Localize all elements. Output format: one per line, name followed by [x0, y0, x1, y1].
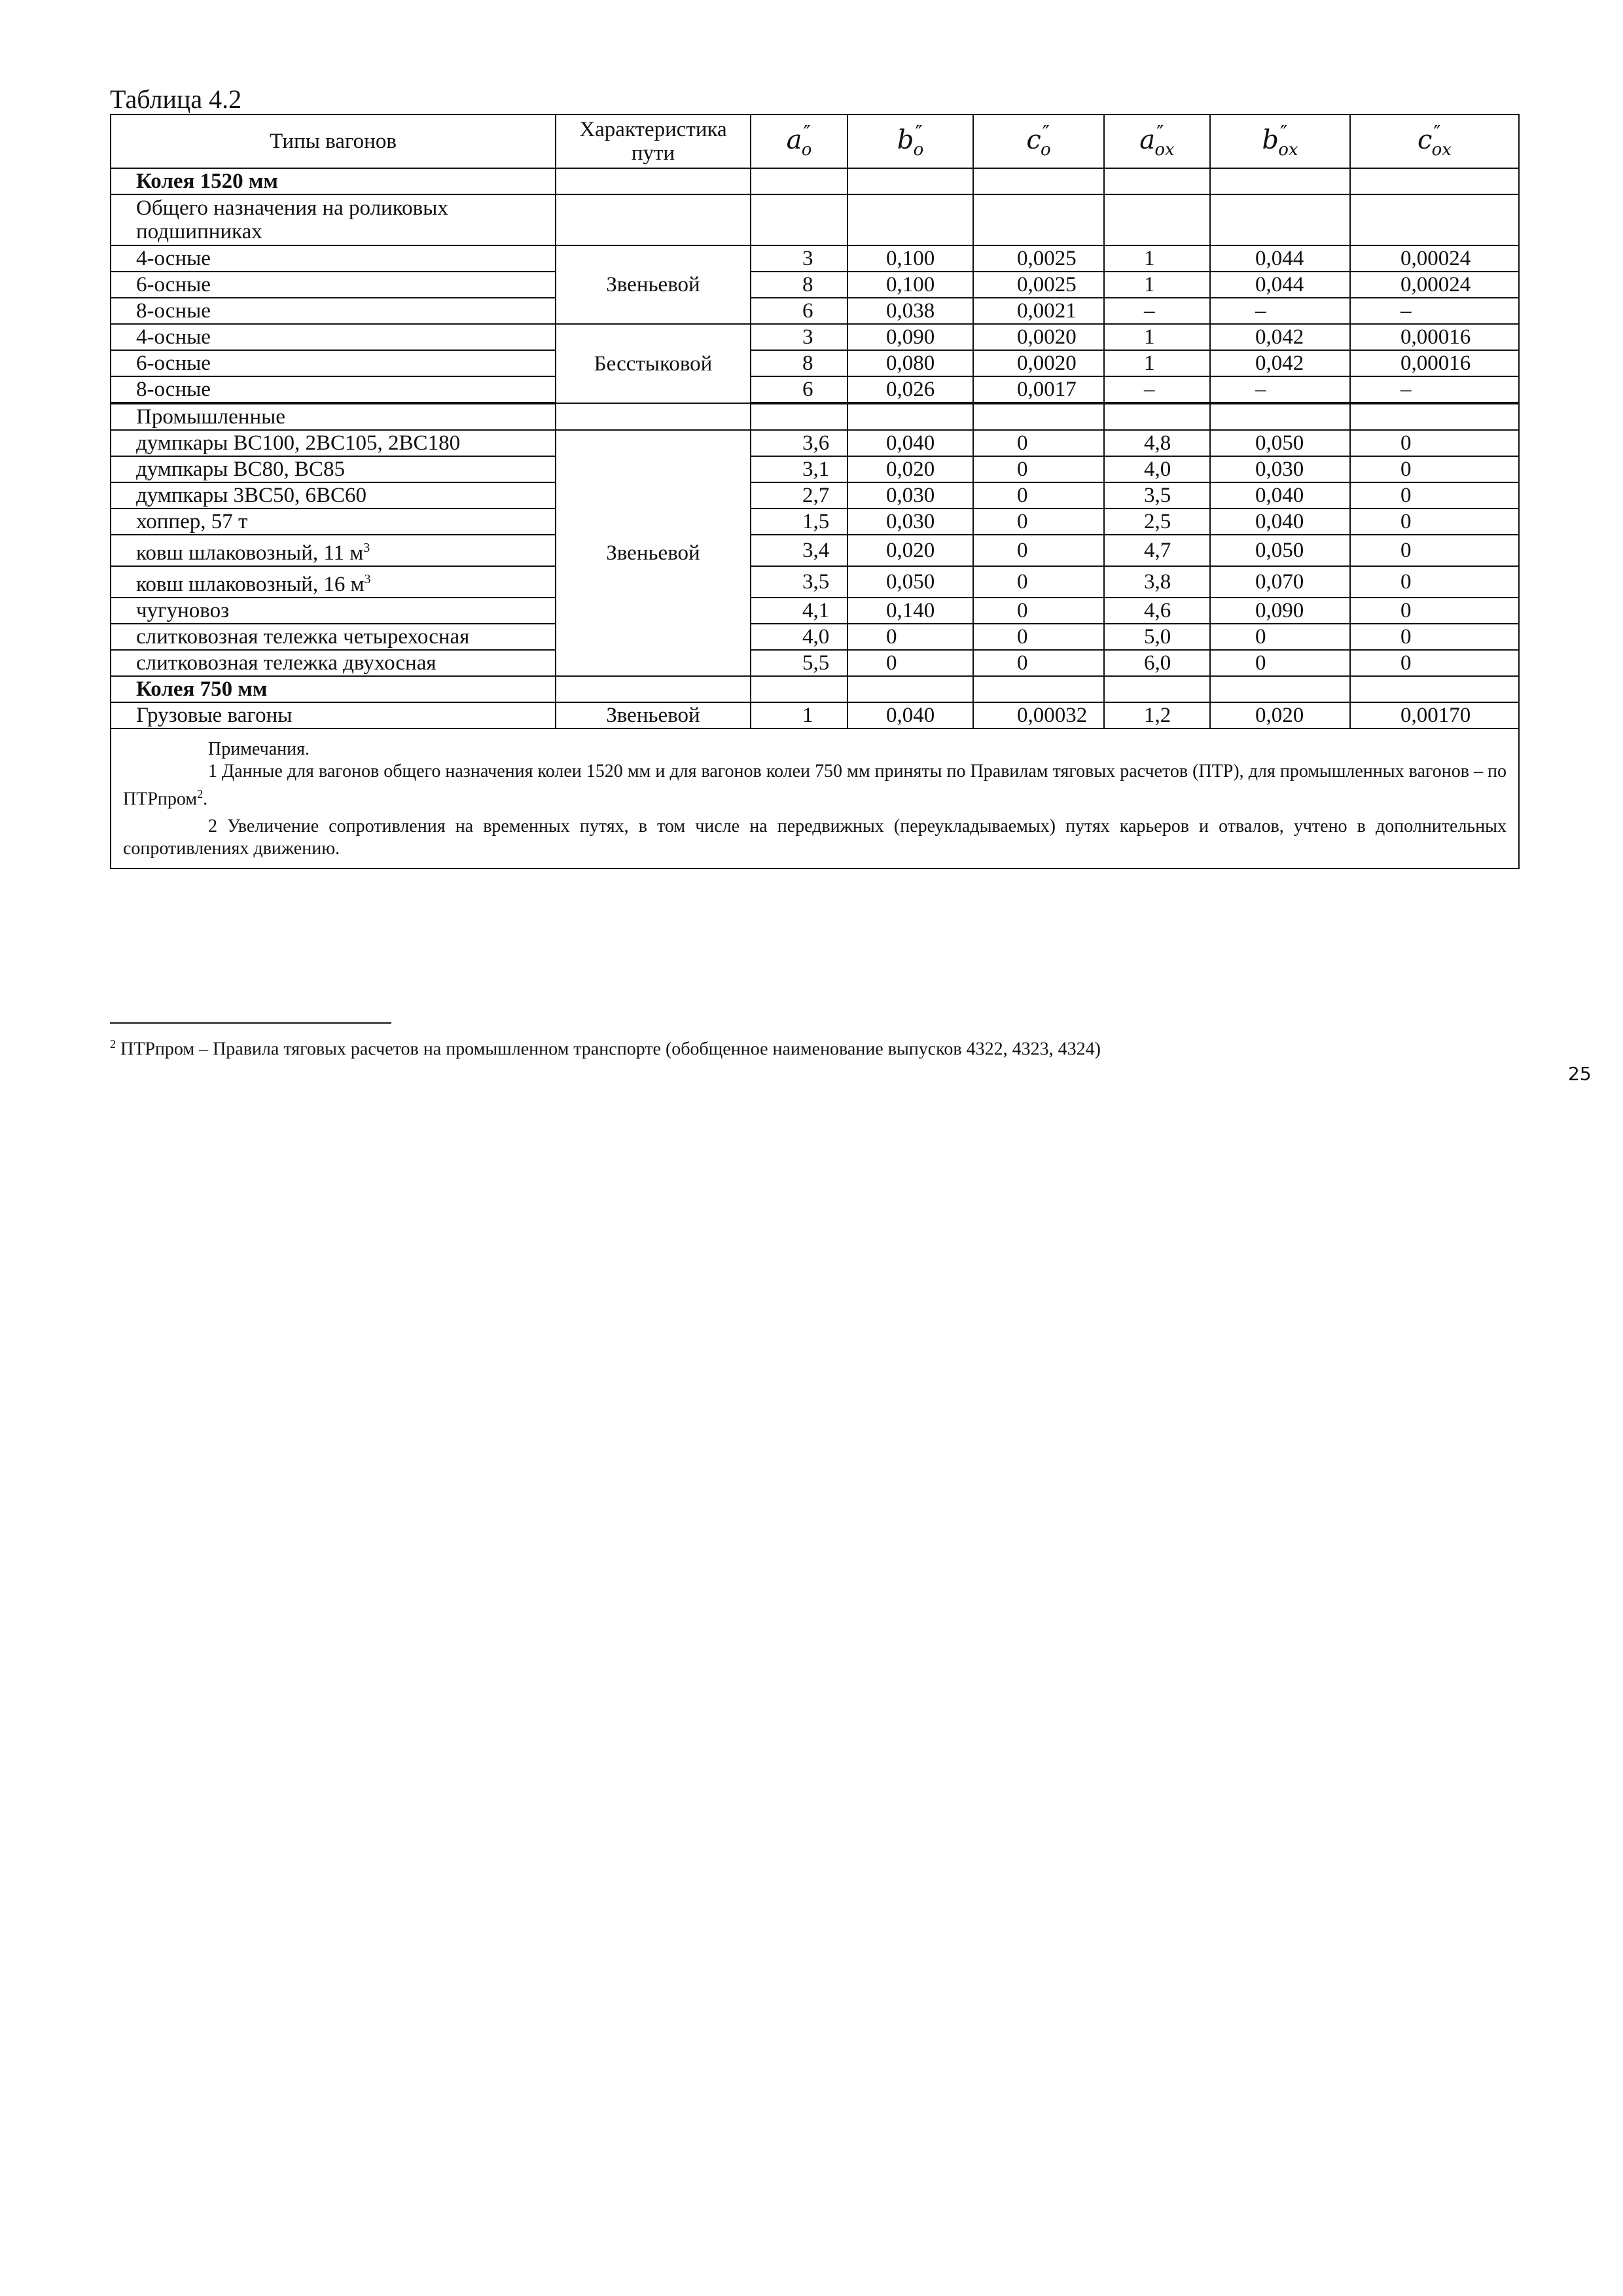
empty-cell: [1350, 194, 1519, 245]
table-row: [111, 376, 1519, 403]
wagon-type-label: 8-осные: [136, 299, 211, 323]
notes-title: Примечания.: [208, 739, 310, 759]
coef-value: 1,2: [1104, 702, 1210, 728]
wagon-type-label: слитковозная тележка двухосная: [136, 651, 437, 675]
wagon-type-label: слитковозная тележка четырехосная: [136, 625, 470, 649]
wagon-type-cell: [111, 566, 556, 598]
wagon-type-label: думпкары 3ВС50, 6ВС60: [136, 484, 367, 507]
wagon-type-cell: [111, 245, 556, 272]
note-1-end: .: [203, 789, 208, 810]
empty-cell: [973, 676, 1104, 702]
empty-cell: [973, 194, 1104, 245]
coef-value: 0: [973, 456, 1104, 482]
coef-value: 0,0021: [973, 298, 1104, 324]
coef-value: 0,020: [847, 535, 973, 566]
table-caption: Таблица 4.2: [110, 84, 242, 114]
coef-symbol: $c''_{ox}$: [1418, 121, 1452, 160]
coef-value: 2,5: [1104, 509, 1210, 535]
wagon-type-cell: [111, 272, 556, 298]
coef-value: –: [1210, 376, 1350, 403]
coef-value: 0,050: [1210, 430, 1350, 456]
coef-value: 1: [751, 702, 847, 728]
coef-value: 2,7: [751, 482, 847, 509]
coef-value: 0,042: [1210, 324, 1350, 350]
table-row: [111, 624, 1519, 650]
coef-value: 3,1: [751, 456, 847, 482]
coef-value: 0: [973, 430, 1104, 456]
coef-value: 0: [847, 650, 973, 676]
coef-value: –: [1104, 298, 1210, 324]
coef-value: 0,020: [1210, 702, 1350, 728]
wagon-type-cell: [111, 535, 556, 566]
coef-value: 8: [751, 272, 847, 298]
unit-superscript: 3: [363, 541, 370, 555]
header-coef-cox: [1350, 115, 1519, 168]
coef-value: 0,040: [1210, 482, 1350, 509]
coef-value: 4,0: [751, 624, 847, 650]
empty-cell: [847, 403, 973, 430]
empty-cell: [1210, 676, 1350, 702]
coef-value: 3,5: [1104, 482, 1210, 509]
coef-value: 0: [1350, 430, 1519, 456]
coef-value: 5,5: [751, 650, 847, 676]
empty-cell: [1210, 403, 1350, 430]
coef-value: 0,140: [847, 598, 973, 624]
section-row: [111, 168, 1519, 194]
coef-value: 0,042: [1210, 350, 1350, 376]
coef-value: 0: [1350, 650, 1519, 676]
coef-value: 3: [751, 324, 847, 350]
section-row: [111, 676, 1519, 702]
coef-value: 4,1: [751, 598, 847, 624]
coef-value: 0: [1350, 456, 1519, 482]
coef-value: 0,070: [1210, 566, 1350, 598]
section-row: [111, 194, 1519, 245]
coef-value: 0: [1350, 598, 1519, 624]
empty-cell: [1350, 168, 1519, 194]
coef-value: 1: [1104, 272, 1210, 298]
empty-cell: [556, 194, 751, 245]
coef-value: 0: [1210, 650, 1350, 676]
wagon-type-cell: [111, 456, 556, 482]
coef-value: 4,8: [1104, 430, 1210, 456]
empty-cell: [973, 168, 1104, 194]
empty-cell: [847, 676, 973, 702]
wagon-type-label: чугуновоз: [136, 599, 230, 622]
table-row: [111, 702, 1519, 728]
coef-value: 0,030: [847, 482, 973, 509]
coef-value: 1,5: [751, 509, 847, 535]
wagon-type-label: думпкары ВС80, ВС85: [136, 457, 346, 481]
table-row: [111, 430, 1519, 456]
coef-value: 0: [1350, 624, 1519, 650]
empty-cell: [1104, 403, 1210, 430]
coef-value: 3,6: [751, 430, 847, 456]
empty-cell: [847, 168, 973, 194]
coef-value: –: [1210, 298, 1350, 324]
footnote-separator: [110, 1022, 391, 1024]
table-row: [111, 272, 1519, 298]
coef-symbol: $b''_o$: [897, 121, 924, 160]
coef-value: 0,0020: [973, 324, 1104, 350]
header-wagon-type: Типы вагонов: [111, 115, 556, 168]
coef-value: 0: [1350, 482, 1519, 509]
empty-cell: [1210, 194, 1350, 245]
coef-value: 0: [973, 482, 1104, 509]
table-row: [111, 245, 1519, 272]
wagon-type-label: 4-осные: [136, 325, 211, 349]
empty-cell: [1104, 168, 1210, 194]
wagon-type-label: хоппер, 57 т: [136, 510, 248, 533]
coef-value: 0,0025: [973, 272, 1104, 298]
coef-value: 3,4: [751, 535, 847, 566]
empty-cell: [847, 194, 973, 245]
wagon-type-cell: [111, 509, 556, 535]
coef-value: 0,080: [847, 350, 973, 376]
coef-value: 6: [751, 376, 847, 403]
table-row: [111, 482, 1519, 509]
coef-value: 6: [751, 298, 847, 324]
coef-symbol: $c''_o$: [1026, 121, 1051, 160]
table-row: [111, 298, 1519, 324]
coef-symbol: $a''_{ox}$: [1139, 121, 1175, 160]
coef-value: 0,100: [847, 272, 973, 298]
table-row: [111, 566, 1519, 598]
coef-value: 0,00170: [1350, 702, 1519, 728]
wagon-type-cell: [111, 598, 556, 624]
section-title: Общего назначения на роликовых подшипниках: [111, 194, 556, 245]
footnote-marker: 2: [110, 1037, 116, 1050]
coef-value: 0,050: [847, 566, 973, 598]
coef-value: –: [1104, 376, 1210, 403]
wagon-type-label: думпкары ВС100, 2ВС105, 2ВС180: [136, 431, 461, 455]
coef-value: 0: [1350, 509, 1519, 535]
page-number: 25: [1568, 1063, 1592, 1085]
header-coef-aox: [1104, 115, 1210, 168]
wagon-type-cell: [111, 324, 556, 350]
track-characteristic-cell: Звеньевой: [556, 430, 751, 676]
coef-value: 5,0: [1104, 624, 1210, 650]
empty-cell: [1210, 168, 1350, 194]
empty-cell: [751, 403, 847, 430]
wagon-type-cell: [111, 298, 556, 324]
coef-value: 3,8: [1104, 566, 1210, 598]
note-1: [123, 761, 1507, 810]
empty-cell: [556, 676, 751, 702]
wagon-type-cell: [111, 482, 556, 509]
empty-cell: [1350, 676, 1519, 702]
table-row: [111, 324, 1519, 350]
header-coef-ao: [751, 115, 847, 168]
table-row: [111, 650, 1519, 676]
coef-value: 0,0025: [973, 245, 1104, 272]
wagon-type-cell: [111, 350, 556, 376]
note-2: 2 Увеличение сопротивления на временных путях, в том числе на передвижных (переукладываемых) путях карьеров и отвалов, учтено в дополнительных сопротивлениях движению.: [123, 816, 1507, 859]
header-coef-bo: [847, 115, 973, 168]
coef-value: 0,050: [1210, 535, 1350, 566]
section-title: Промышленные: [111, 403, 556, 430]
notes-row: [111, 728, 1519, 869]
table-body: [111, 168, 1519, 869]
empty-cell: [973, 403, 1104, 430]
coef-value: 0,044: [1210, 245, 1350, 272]
coef-value: 0: [1350, 535, 1519, 566]
wagon-type-cell: [111, 624, 556, 650]
wagon-type-label: 6-осные: [136, 273, 211, 296]
coef-value: 0: [973, 566, 1104, 598]
wagon-type-label: 4-осные: [136, 247, 211, 270]
track-characteristic-cell: Звеньевой: [556, 245, 751, 324]
header-track-characteristic: Характеристика пути: [556, 115, 751, 168]
track-characteristic-cell: Звеньевой: [556, 702, 751, 728]
header-coef-co: [973, 115, 1104, 168]
table-row: [111, 509, 1519, 535]
track-characteristic-cell: Бесстыковой: [556, 324, 751, 403]
coef-value: 0,030: [1210, 456, 1350, 482]
header-coef-box: [1210, 115, 1350, 168]
coef-value: 0: [1210, 624, 1350, 650]
header-row: [111, 115, 1519, 168]
coef-value: 0,00024: [1350, 245, 1519, 272]
wagon-type-label: ковш шлаковозный, 16 м: [136, 573, 365, 596]
empty-cell: [1350, 403, 1519, 430]
coef-value: 0,044: [1210, 272, 1350, 298]
coef-value: 0,030: [847, 509, 973, 535]
coef-value: 0,090: [847, 324, 973, 350]
coef-value: –: [1350, 376, 1519, 403]
coef-value: –: [1350, 298, 1519, 324]
empty-cell: [751, 168, 847, 194]
coef-value: 0,026: [847, 376, 973, 403]
coef-value: 0,00032: [973, 702, 1104, 728]
coef-symbol: $b''_{ox}$: [1262, 121, 1298, 160]
coef-value: 0: [973, 650, 1104, 676]
coef-symbol: $a''_o$: [786, 121, 812, 160]
empty-cell: [751, 676, 847, 702]
table-row: [111, 535, 1519, 566]
table-row: [111, 456, 1519, 482]
coef-value: 0: [973, 509, 1104, 535]
empty-cell: [1104, 194, 1210, 245]
note-1-text: 1 Данные для вагонов общего назначения колеи 1520 мм и для вагонов колеи 750 мм приняты по Правилам тяговых расчетов (ПТР), для промышленных вагонов – по ПТРпром: [123, 761, 1507, 810]
section-title: Колея 1520 мм: [111, 168, 556, 194]
empty-cell: [1104, 676, 1210, 702]
unit-superscript: 3: [364, 572, 371, 586]
empty-cell: [556, 403, 751, 430]
table-row: [111, 350, 1519, 376]
coef-value: 0,020: [847, 456, 973, 482]
footnote-text: ПТРпром – Правила тяговых расчетов на промышленном транспорте (обобщенное наименование выпусков 4322, 4323, 4324): [116, 1039, 1101, 1060]
section-title: Колея 750 мм: [111, 676, 556, 702]
resistance-coefficients-table: [110, 114, 1520, 869]
empty-cell: [556, 168, 751, 194]
coef-value: 0,040: [847, 702, 973, 728]
coef-value: 0,0020: [973, 350, 1104, 376]
wagon-type-cell: [111, 376, 556, 403]
section-row: [111, 403, 1519, 430]
coef-value: 4,7: [1104, 535, 1210, 566]
coef-value: 0,038: [847, 298, 973, 324]
coef-value: 0: [973, 535, 1104, 566]
coef-value: 1: [1104, 324, 1210, 350]
coef-value: 4,6: [1104, 598, 1210, 624]
table-container: [110, 114, 1518, 869]
coef-value: 3,5: [751, 566, 847, 598]
coef-value: 0,090: [1210, 598, 1350, 624]
wagon-type-label: ковш шлаковозный, 11 м: [136, 541, 364, 565]
notes-cell: [111, 728, 1519, 869]
empty-cell: [751, 194, 847, 245]
coef-value: 0,040: [847, 430, 973, 456]
coef-value: 1: [1104, 350, 1210, 376]
coef-value: 0: [973, 598, 1104, 624]
coef-value: 0: [847, 624, 973, 650]
coef-value: 3: [751, 245, 847, 272]
wagon-type-label: 6-осные: [136, 351, 211, 375]
coef-value: 0,040: [1210, 509, 1350, 535]
footnote: [110, 1033, 1101, 1060]
coef-value: 1: [1104, 245, 1210, 272]
wagon-type-cell: [111, 650, 556, 676]
wagon-type-cell: [111, 430, 556, 456]
wagon-type-label: 8-осные: [136, 378, 211, 401]
coef-value: 4,0: [1104, 456, 1210, 482]
table-row: [111, 598, 1519, 624]
wagon-type-cell: Грузовые вагоны: [111, 702, 556, 728]
coef-value: 8: [751, 350, 847, 376]
coef-value: 0,00016: [1350, 350, 1519, 376]
coef-value: 0,00024: [1350, 272, 1519, 298]
coef-value: 0: [1350, 566, 1519, 598]
coef-value: 0,00016: [1350, 324, 1519, 350]
coef-value: 0: [973, 624, 1104, 650]
coef-value: 6,0: [1104, 650, 1210, 676]
coef-value: 0,100: [847, 245, 973, 272]
footnote-reference: 2: [197, 787, 204, 800]
coef-value: 0,0017: [973, 376, 1104, 403]
